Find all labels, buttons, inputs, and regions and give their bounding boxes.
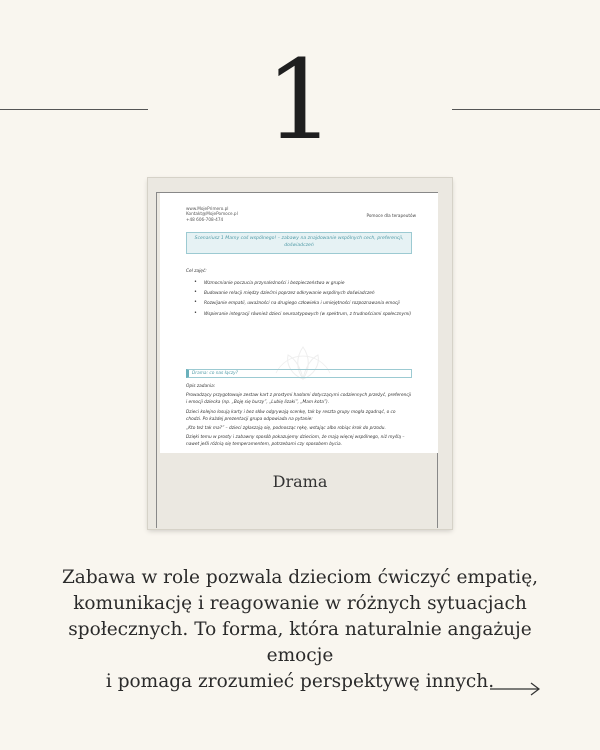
contact-line: +48 606-708-474 [186,216,224,222]
contact-line: www.MojePrimero.pl [186,206,229,211]
body-paragraph: „Kto też tak ma?” – dzieci zgłaszają się, podnosząc rękę, wstając albo robiąc krok do przodu. [186,426,386,432]
goals-label: Cel zajęć: [186,269,207,274]
card-caption: Drama [272,472,328,491]
lotus-watermark-icon [268,339,338,389]
body-paragraph: Opis zadania: [186,384,216,389]
goal-item: • Budowanie relacji między dziećmi poprzez odkrywanie wspólnych doświadczeń [194,290,412,297]
description-line: i pomaga zrozumieć perspektywę innych. [105,671,495,692]
document-body [186,383,412,451]
document-header-right: Pomoce dla terapeutów [366,213,416,218]
goals-list [194,280,412,321]
goal-item: • Rozwijanie empatii, uważności na drugiego człowieka i umiejętności rozpoznawania emocji [194,300,412,307]
section-title-bar: Drama: co nas łączy? [186,369,412,378]
body-paragraph: Prowadzący przygotowuje zestaw kart z prostymi hasłami dotyczącymi codziennych przeżyć, preferencji i emocji dziecka (np. „Boję się burzy”, „Lubię lizaki”, „Mam kota”). [186,393,412,406]
description-line: komunikację i reagowanie w różnych sytuacjach [73,593,527,614]
description-paragraph [50,565,550,695]
right-arrow-icon[interactable] [489,680,541,698]
document-contact [186,206,238,222]
goal-item: • Wzmocnianie poczucia przynależności i bezpieczeństwa w grupie [194,280,412,287]
scenario-title-box: Scenariusz 1 Mamy coś wspólnego! – zabawy na znajdowanie wspólnych cech, preferencji, doświadczeń [186,232,412,254]
body-paragraph: Dzieci kolejno losują karty i bez słów odgrywają scenkę, tak by reszta grupy mogła zgadnąć, o co chodzi. Po każdej prezentacji grupa odpowiada na pytanie: [186,409,396,422]
document-preview [160,193,438,453]
document-card [148,178,452,529]
contact-line: Kontakt@MojePomoce.pl [186,211,238,217]
description-line: Zabawa w role pozwala dzieciom ćwiczyć empatię, [61,567,539,588]
step-number: 1 [265,36,335,164]
goal-item: • Wspieranie integracji również dzieci neuroatypowych (w spektrum, z trudnościami społecznymi) [194,311,412,318]
description-line: społecznych. To forma, która naturalnie angażuje emocje [68,619,532,666]
body-paragraph: Dzięki temu w prosty i zabawny sposób pokazujemy dzieciom, że mają więcej wspólnego, niż myślą – nawet jeśli różnią się temperamentem, potrzebami czy sposobem bycia. [186,435,405,448]
